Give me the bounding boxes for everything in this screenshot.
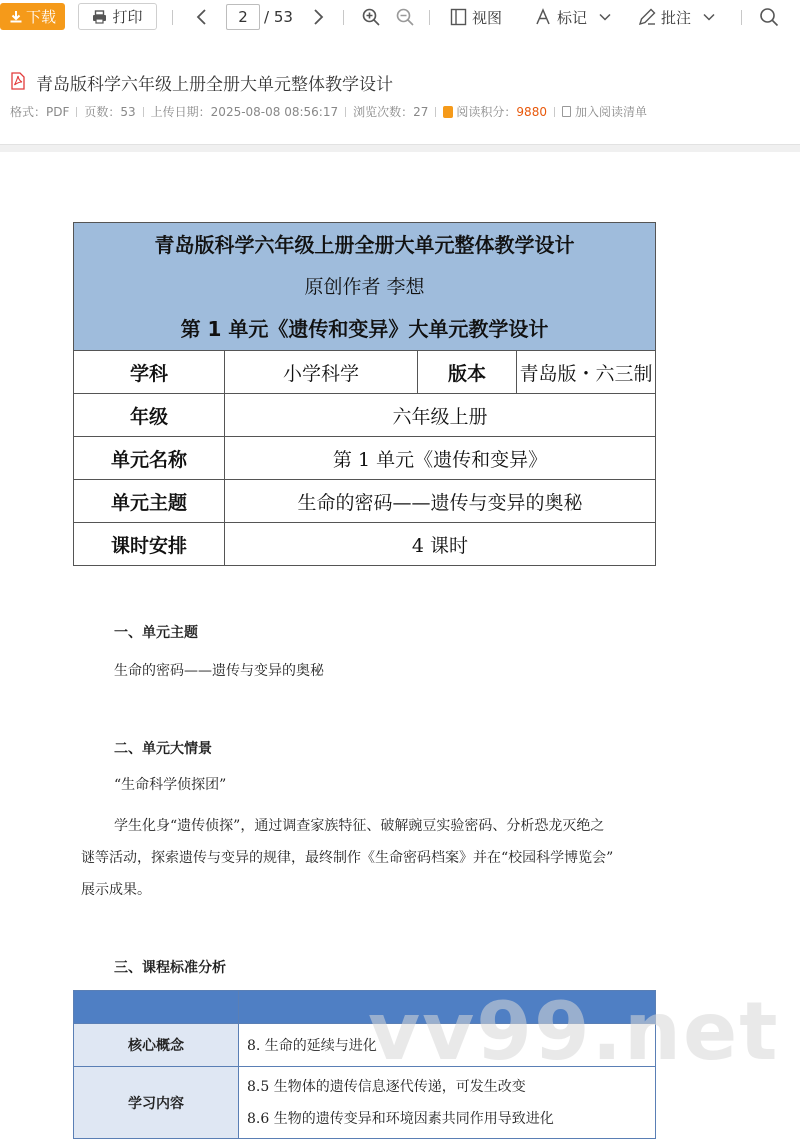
- mark-label: 标记: [557, 8, 588, 27]
- learning-content-key: 学习内容: [74, 1067, 239, 1139]
- section-3-title: 三、课程标准分析: [114, 960, 226, 976]
- mark-menu[interactable]: [534, 0, 611, 34]
- divider: [172, 10, 173, 25]
- meta-pages: 页数：53: [84, 105, 136, 119]
- subject-key: 学科: [74, 351, 225, 394]
- view-menu[interactable]: [450, 0, 502, 34]
- hours-value: 4 课时: [225, 523, 656, 566]
- annotate-menu[interactable]: [638, 0, 715, 34]
- coin-icon: [443, 106, 453, 118]
- toolbar: [0, 0, 800, 35]
- learning-content-line-2: 8.6 生物的遗传变异和环境因素共同作用导致进化: [247, 1110, 554, 1127]
- view-label: 视图: [472, 8, 503, 27]
- document-title: 青岛版科学六年级上册全册大单元整体教学设计: [36, 75, 393, 95]
- unit-name-value: 第 1 单元《遗传和变异》: [225, 437, 656, 480]
- zoom-out-icon[interactable]: [395, 7, 415, 27]
- edition-key: 版本: [418, 351, 517, 394]
- subject-value: 小学科学: [225, 351, 418, 394]
- download-icon: [9, 10, 23, 24]
- search-icon[interactable]: [759, 7, 779, 27]
- divider: [429, 10, 430, 25]
- print-label: 打印: [112, 8, 143, 26]
- document-meta: [10, 103, 647, 120]
- theme-value: 生命的密码——遗传与变异的奥秘: [225, 480, 656, 523]
- section-1-title: 一、单元主题: [114, 625, 198, 641]
- unit-info-table: [73, 222, 656, 566]
- unit-name-key: 单元名称: [74, 437, 225, 480]
- download-button[interactable]: [0, 3, 65, 30]
- section-2-line-2: 谜等活动，探索遗传与变异的规律，最终制作《生命密码档案》并在“校园科学博览会”: [81, 850, 614, 866]
- print-button[interactable]: [78, 3, 157, 30]
- page-number-input[interactable]: 2: [226, 4, 260, 30]
- core-concept-key: 核心概念: [74, 1024, 239, 1067]
- section-2-line-1: 学生化身“遗传侦探”，通过调查家族特征、破解豌豆实验密码、分析恐龙灭绝之: [114, 818, 605, 834]
- prev-page-icon[interactable]: [192, 7, 212, 27]
- printer-icon: [92, 10, 107, 24]
- annotate-label: 批注: [661, 8, 692, 27]
- divider: [741, 10, 742, 25]
- table-title: 青岛版科学六年级上册全册大单元整体教学设计: [154, 232, 575, 257]
- grade-value: 六年级上册: [225, 394, 656, 437]
- add-reading-list-link[interactable]: [562, 103, 647, 120]
- section-1-body: 生命的密码——遗传与变异的奥秘: [114, 663, 324, 679]
- section-2-quote: “生命科学侦探团”: [114, 777, 227, 793]
- watermark: vv99.net: [368, 985, 780, 1078]
- reading-list-icon: [562, 106, 571, 117]
- core-concept-value: 8. 生命的延续与进化: [239, 1024, 656, 1067]
- pdf-icon: [10, 72, 26, 90]
- view-icon: [450, 8, 467, 26]
- chevron-down-icon: [703, 13, 715, 21]
- grade-key: 年级: [74, 394, 225, 437]
- meta-format: 格式：PDF: [10, 105, 70, 119]
- marker-icon: [534, 8, 552, 26]
- document-header: [0, 34, 800, 144]
- table-author: 原创作者 李想: [304, 275, 425, 298]
- next-page-icon[interactable]: [308, 7, 328, 27]
- table-header-cell: [74, 223, 656, 351]
- pen-icon: [638, 8, 656, 26]
- divider: [343, 10, 344, 25]
- section-2-title: 二、单元大情景: [114, 741, 212, 757]
- hours-key: 课时安排: [74, 523, 225, 566]
- page-total: / 53: [264, 8, 293, 26]
- theme-key: 单元主题: [74, 480, 225, 523]
- meta-views: 浏览次数：27: [353, 105, 429, 119]
- table-unit-title: 第 1 单元《遗传和变异》大单元教学设计: [180, 316, 549, 341]
- meta-upload-date: 上传日期：2025-08-08 08:56:17: [150, 105, 339, 119]
- edition-value: 青岛版・六三制: [517, 351, 656, 394]
- download-label: 下载: [25, 8, 56, 26]
- section-2-line-3: 展示成果。: [81, 882, 151, 898]
- meta-points-value: 9880: [516, 104, 547, 119]
- learning-content-line-1: 8.5 生物体的遗传信息逐代传递，可发生改变: [247, 1078, 526, 1095]
- meta-points-label: 阅读积分：: [456, 105, 517, 119]
- add-reading-list-label: 加入阅读清单: [574, 105, 647, 119]
- zoom-in-icon[interactable]: [361, 7, 381, 27]
- chevron-down-icon: [599, 13, 611, 21]
